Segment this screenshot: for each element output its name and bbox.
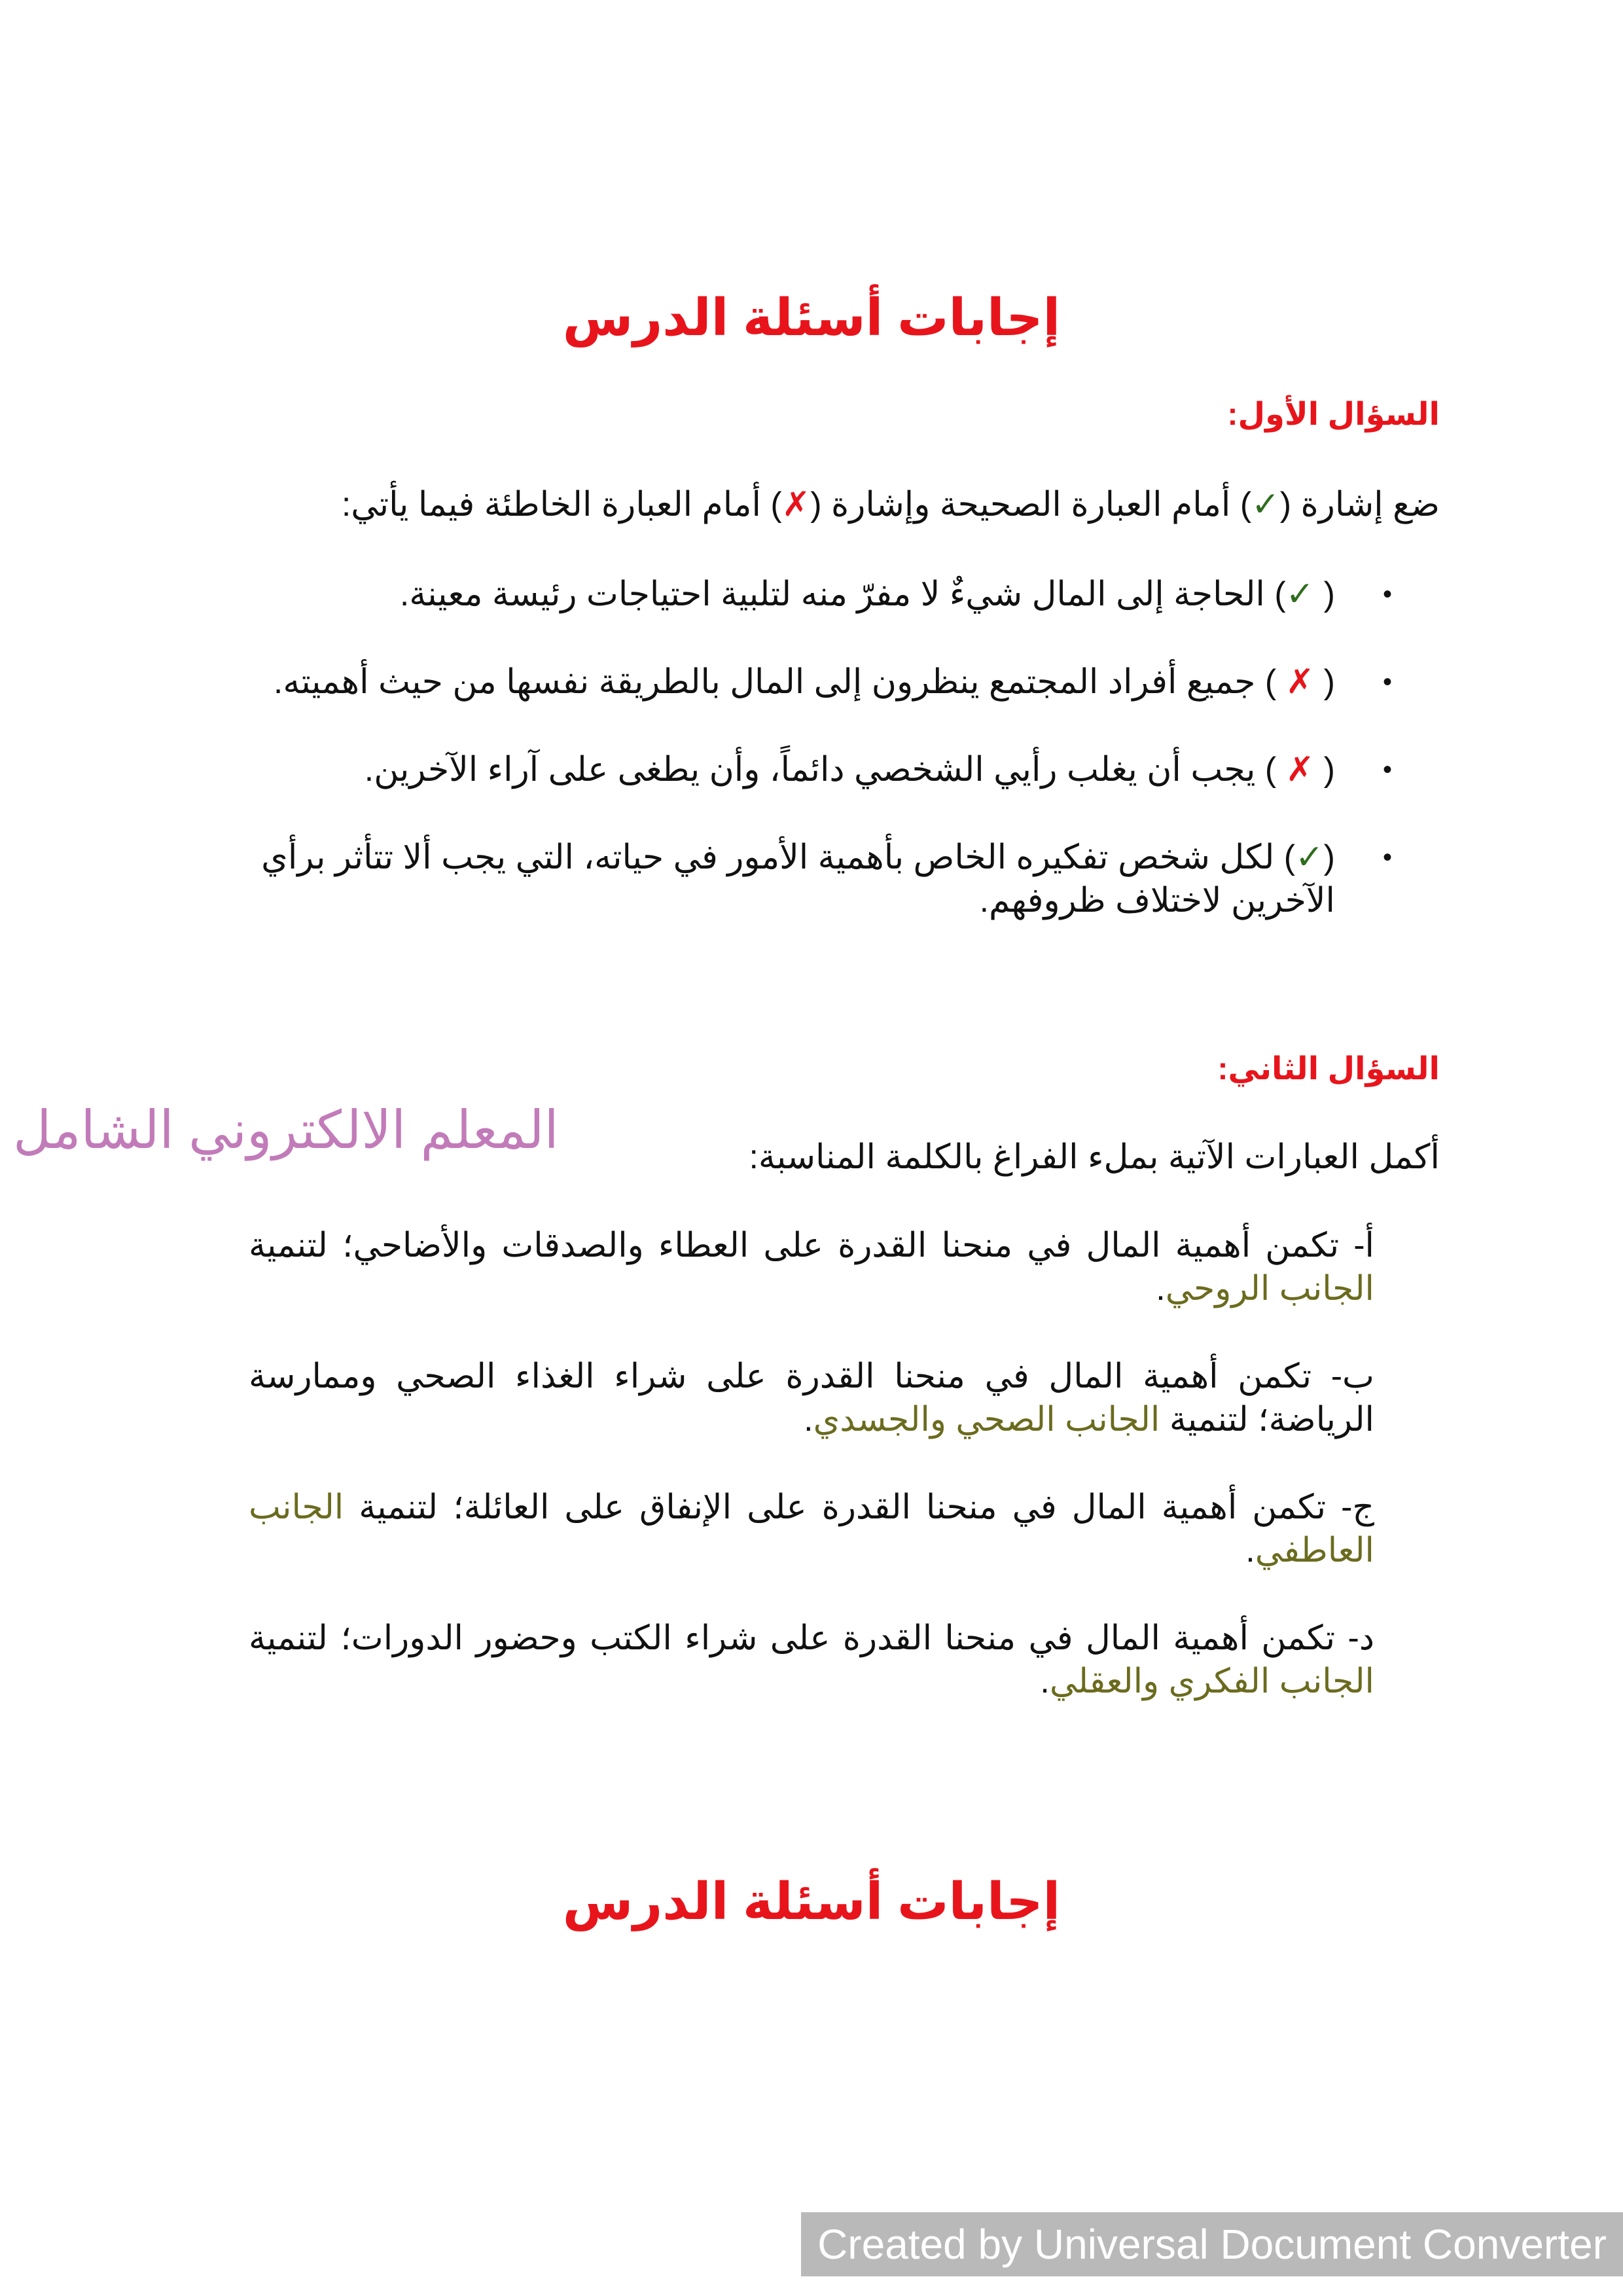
paren-close: ): [1264, 663, 1286, 701]
fill-blank-suffix: .: [1245, 1532, 1255, 1570]
question-two-instruction: أكمل العبارات الآتية بملء الفراغ بالكلمة المناسبة:: [749, 1138, 1440, 1176]
bottom-title: إجابات أسئلة الدرس: [562, 1873, 1061, 1930]
paren-open: (: [1314, 751, 1335, 789]
true-false-item: [144, 748, 1400, 791]
fill-blank-item: [249, 1617, 1374, 1703]
true-false-item-text: [223, 573, 1335, 616]
converter-banner: Created by Universal Document Converter: [801, 2212, 1623, 2276]
statement-text: يجب أن يغلب رأيي الشخصي دائماً، وأن يطغى على آراء الآخرين.: [364, 751, 1265, 789]
statement-text: الحاجة إلى المال شيءٌ لا مفرّ منه لتلبية احتياجات رئيسة معينة.: [399, 575, 1275, 613]
paren-close: ): [1274, 575, 1286, 613]
fill-blank-prefix: أ- تكمن أهمية المال في منحنا القدرة على العطاء والصدقات والأضاحي؛ لتنمية: [249, 1227, 1374, 1265]
true-false-list: [144, 573, 1400, 922]
fill-blank-item: [249, 1224, 1374, 1310]
fill-blank-item: [249, 1486, 1374, 1572]
true-false-item-text: [223, 660, 1335, 704]
paren-close: ): [1283, 838, 1296, 876]
true-false-item: [144, 836, 1400, 922]
cross-mark-icon: ✗: [1285, 663, 1315, 701]
paren-open: (: [1323, 838, 1335, 876]
check-mark-icon: ✓: [1285, 575, 1315, 613]
instruction-text-part: ) أمام العبارة الخاطئة فيما يأتي:: [341, 486, 782, 524]
instruction-text-part: ) أمام العبارة الصحيحة وإشارة (: [810, 486, 1252, 524]
bullet-icon: •: [1382, 755, 1392, 784]
question-two-heading: السؤال الثاني:: [1217, 1052, 1440, 1086]
watermark-text: المعلم الالكتروني الشامل: [13, 1101, 559, 1159]
check-mark-icon: ✓: [1295, 838, 1324, 876]
statement-text: لكل شخص تفكيره الخاص بأهمية الأمور في حياته، التي يجب ألا تتأثر برأي الآخرين لاختلاف ظروفهم.: [261, 838, 1335, 920]
fill-blank-item: [249, 1355, 1374, 1441]
true-false-item-text: [223, 748, 1335, 791]
fill-blank-suffix: .: [1040, 1662, 1050, 1700]
true-false-item: [144, 573, 1400, 616]
statement-text: جميع أفراد المجتمع ينظرون إلى المال بالطريقة نفسها من حيث أهميته.: [273, 663, 1265, 701]
paren-open: (: [1314, 575, 1335, 613]
fill-blank-suffix: .: [804, 1401, 813, 1439]
bullet-icon: •: [1382, 580, 1392, 609]
fill-blank-answer: الجانب الفكري والعقلي: [1049, 1662, 1374, 1700]
fill-blank-suffix: .: [1156, 1270, 1166, 1308]
fill-blank-answer: الجانب الصحي والجسدي: [813, 1401, 1160, 1439]
fill-blank-prefix: د- تكمن أهمية المال في منحنا القدرة على شراء الكتب وحضور الدورات؛ لتنمية: [249, 1619, 1374, 1657]
cross-mark-icon: ✗: [1285, 751, 1315, 789]
page-title: إجابات أسئلة الدرس: [562, 289, 1061, 346]
fill-blank-prefix: ج- تكمن أهمية المال في منحنا القدرة على الإنفاق على العائلة؛ لتنمية: [344, 1488, 1374, 1526]
check-mark-icon: ✓: [1251, 486, 1280, 524]
instruction-text-part: ضع إشارة (: [1279, 486, 1440, 524]
fill-blank-answer: الجانب العاطفي: [249, 1488, 1374, 1570]
bullet-icon: •: [1382, 668, 1392, 696]
paren-close: ): [1264, 751, 1286, 789]
question-one-instruction: [342, 483, 1440, 526]
paren-open: (: [1314, 663, 1335, 701]
true-false-item-text: [223, 836, 1335, 922]
fill-blank-prefix: ب- تكمن أهمية المال في منحنا القدرة على شراء الغذاء الصحي وممارسة الرياضة؛ لتنمية: [249, 1357, 1374, 1439]
bullet-icon: •: [1382, 843, 1392, 872]
question-one-heading: السؤال الأول:: [1227, 397, 1440, 432]
cross-mark-icon: ✗: [781, 486, 811, 524]
fill-blank-answer: الجانب الروحي: [1165, 1270, 1374, 1308]
true-false-item: [144, 660, 1400, 704]
